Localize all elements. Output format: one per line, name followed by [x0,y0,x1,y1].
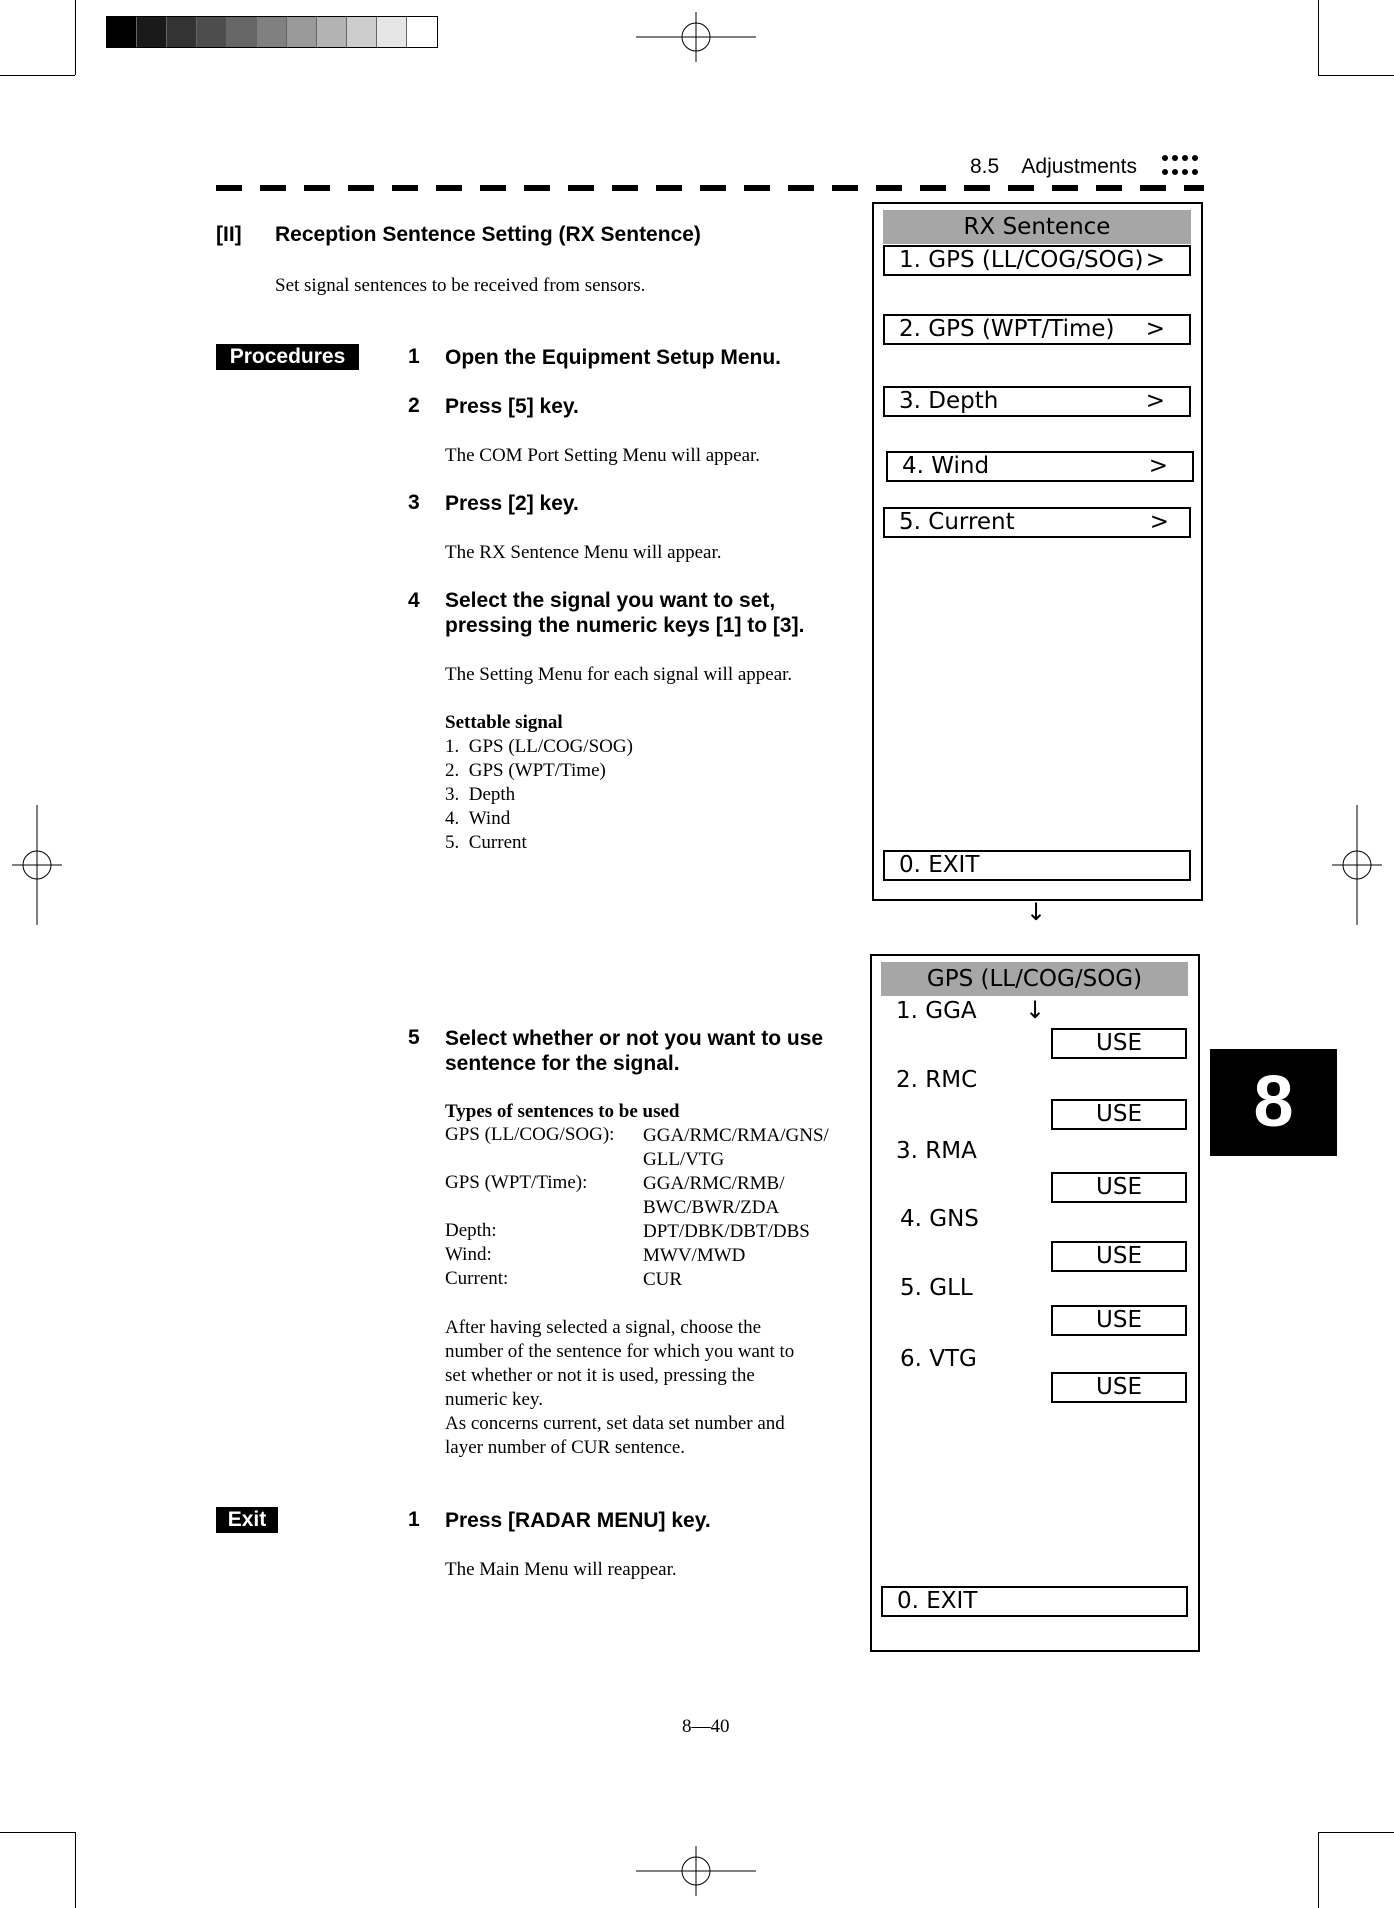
table-row-value: GGA/RMC/RMB/ [643,1173,785,1194]
paragraph-line: layer number of CUR sentence. [445,1437,686,1458]
gps-menu-exit[interactable]: 0. EXIT [881,1586,1188,1617]
gps-option-gll-value[interactable]: USE [1051,1305,1187,1336]
step-2-number: 2 [408,394,420,417]
exit-step-text: Press [RADAR MENU] key. [445,1509,711,1532]
menu-item-label: 4. Wind [902,453,990,479]
types-heading: Types of sentences to be used [445,1101,680,1122]
running-header [970,155,1137,179]
paragraph-line: numeric key. [445,1389,543,1410]
list-item: 3. Depth [445,784,516,805]
cursor-arrow-icon: ↓ [1025,996,1046,1024]
section-title-number: [II] [216,223,242,246]
gps-option-gns-label: 4. GNS [900,1206,979,1232]
rx-sentence-menu [872,202,1203,901]
chevron-right-icon: > [1145,388,1165,414]
settable-heading: Settable signal [445,712,563,733]
step-5-text-line1: Select whether or not you want to use [445,1027,824,1050]
exit-step-number: 1 [408,1508,420,1531]
chevron-right-icon: > [1148,453,1168,479]
menu-item-label: 5. Current [899,509,1015,535]
registration-mark-bottom [636,1846,756,1896]
gps-option-rmc-label: 2. RMC [896,1067,978,1093]
chevron-right-icon: > [1149,509,1169,535]
rx-menu-item-wind[interactable] [886,451,1194,482]
gps-menu-title: GPS (LL/COG/SOG) [881,962,1188,996]
rx-menu-title: RX Sentence [883,210,1191,244]
step-4-number: 4 [408,589,420,612]
exit-label: Exit [216,1507,278,1533]
intro-text: Set signal sentences to be received from sensors. [275,275,646,296]
step-3-text: Press [2] key. [445,492,579,515]
table-row-value: MWV/MWD [643,1245,746,1266]
rx-menu-item-depth[interactable] [883,386,1191,417]
step-4-note: The Setting Menu for each signal will appear. [445,664,793,685]
table-row-key: GPS (WPT/Time): [445,1172,588,1193]
rx-menu-item-current[interactable] [883,507,1191,538]
grayscale-calibration-bar [106,16,438,48]
chapter-tab: 8 [1210,1049,1337,1156]
exit-step-note: The Main Menu will reappear. [445,1559,677,1580]
rx-menu-item-gps-wpt[interactable] [883,314,1191,345]
section-heading: Reception Sentence Setting (RX Sentence) [275,223,701,246]
header-dashed-rule [216,185,1204,191]
registration-mark-left [12,805,62,925]
table-row-value: DPT/DBK/DBT/DBS [643,1221,810,1242]
table-row-value: GGA/RMC/RMA/GNS/ [643,1125,829,1146]
gps-option-rma-value[interactable]: USE [1051,1172,1187,1203]
page-number: 8—40 [682,1716,730,1737]
registration-mark-top [636,12,756,62]
list-item: 4. Wind [445,808,511,829]
list-item: 2. GPS (WPT/Time) [445,760,606,781]
table-row-value: GLL/VTG [643,1149,725,1170]
paragraph-line: As concerns current, set data set number and [445,1413,785,1434]
chevron-right-icon: > [1145,247,1165,273]
gps-option-gga-label: 1. GGA [896,998,977,1024]
paragraph-line: number of the sentence for which you want to [445,1341,795,1362]
step-1-number: 1 [408,345,420,368]
gps-option-vtg-value[interactable]: USE [1051,1372,1187,1403]
section-title: Adjustments [1021,155,1137,178]
step-2-text: Press [5] key. [445,395,579,418]
menu-item-label: 1. GPS (LL/COG/SOG) [899,247,1144,273]
gps-option-gll-label: 5. GLL [900,1275,973,1301]
header-dots-icon [1162,153,1202,181]
chevron-right-icon: > [1145,316,1165,342]
gps-option-vtg-label: 6. VTG [900,1346,977,1372]
menu-item-label: 3. Depth [899,388,999,414]
gps-option-gns-value[interactable]: USE [1051,1241,1187,1272]
table-row-value: BWC/BWR/ZDA [643,1197,780,1218]
paragraph-line: After having selected a signal, choose the [445,1317,762,1338]
registration-mark-right [1332,805,1382,925]
list-item: 5. Current [445,832,527,853]
gps-option-rma-label: 3. RMA [896,1138,977,1164]
step-4-text-line2: pressing the numeric keys [1] to [3]. [445,614,805,637]
step-3-number: 3 [408,491,420,514]
step-5-text-line2: sentence for the signal. [445,1052,680,1075]
procedures-label: Procedures [216,344,359,370]
table-row-value: CUR [643,1269,683,1290]
step-1-text: Open the Equipment Setup Menu. [445,346,781,369]
step-2-note: The COM Port Setting Menu will appear. [445,445,761,466]
step-3-note: The RX Sentence Menu will appear. [445,542,722,563]
step-4-text-line1: Select the signal you want to set, [445,589,776,612]
paragraph-line: set whether or not it is used, pressing the [445,1365,755,1386]
table-row-key: Current: [445,1268,509,1289]
list-item: 1. GPS (LL/COG/SOG) [445,736,633,757]
rx-menu-exit[interactable]: 0. EXIT [883,850,1191,881]
gps-option-rmc-value[interactable]: USE [1051,1099,1187,1130]
rx-menu-item-gps-ll[interactable] [883,245,1191,276]
table-row-key: Wind: [445,1244,492,1265]
down-arrow-icon: ↓ [1026,898,1047,926]
menu-item-label: 2. GPS (WPT/Time) [899,316,1115,342]
table-row-key: Depth: [445,1220,497,1241]
gps-option-gga-value[interactable]: USE [1051,1028,1187,1059]
table-row-key: GPS (LL/COG/SOG): [445,1124,615,1145]
section-number: 8.5 [970,155,1000,178]
step-5-number: 5 [408,1026,420,1049]
